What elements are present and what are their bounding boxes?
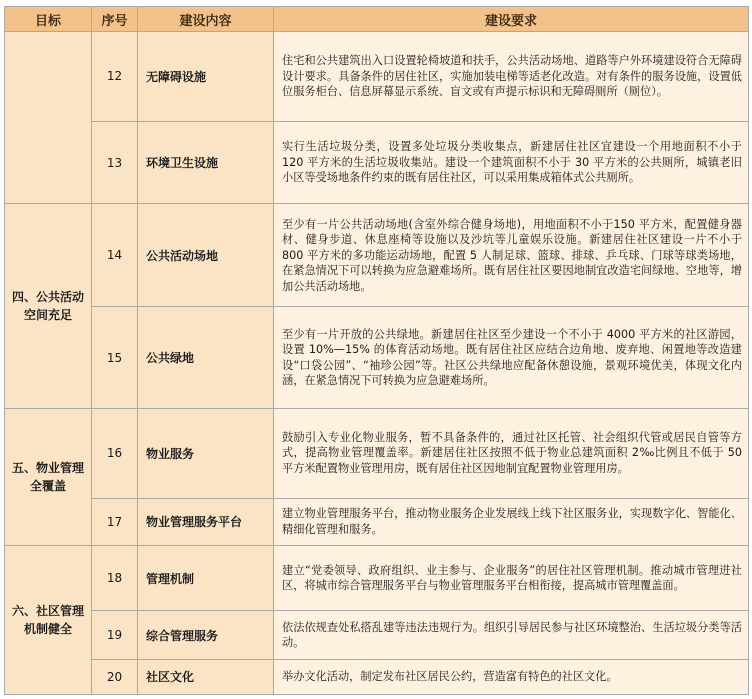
row-content: 公共绿地 (138, 307, 274, 409)
row-number: 18 (92, 545, 138, 610)
table-row (5, 611, 749, 659)
table-row (5, 32, 749, 122)
header-requirement: 建设要求 (274, 7, 749, 32)
row-requirement: 鼓励引入专业化物业服务，暂不具备条件的，通过社区托管、社会组织代管或居民自管等方式，提高物业管理覆盖率。新建居住社区按照不低于物业总建筑面积 2‰比例且不低于 50 平方米配置物业管理用房，既有居住社区因地制宜配置物业管理用房。 (274, 408, 749, 498)
row-number: 19 (92, 611, 138, 659)
row-content: 物业服务 (138, 408, 274, 498)
requirements-table (4, 6, 749, 695)
header-content: 建设内容 (138, 7, 274, 32)
header-number: 序号 (92, 7, 138, 32)
row-number: 17 (92, 498, 138, 545)
table-row (5, 307, 749, 409)
row-requirement: 依法依规查处私搭乱建等违法违规行为。组织引导居民参与社区环境整治、生活垃圾分类等活动。 (274, 611, 749, 659)
goal-cell: 六、社区管理机制健全 (5, 545, 92, 694)
goal-cell: 四、公共活动空间充足 (5, 204, 92, 408)
row-number: 13 (92, 121, 138, 204)
table-row (5, 498, 749, 545)
row-content: 物业管理服务平台 (138, 498, 274, 545)
row-number: 16 (92, 408, 138, 498)
row-number: 15 (92, 307, 138, 409)
row-requirement: 住宅和公共建筑出入口设置轮椅坡道和扶手，公共活动场地、道路等户外环境建设符合无障碍设计要求。具备条件的居住社区，实施加装电梯等适老化改造。对有条件的服务设施，设置低位服务柜台、信息屏幕显示系统、盲文或有声提示标识和无障碍厕所（厕位）。 (274, 32, 749, 122)
row-content: 管理机制 (138, 545, 274, 610)
row-content: 环境卫生设施 (138, 121, 274, 204)
row-requirement: 至少有一片开放的公共绿地。新建居住社区至少建设一个不小于 4000 平方米的社区游园，设置 10%—15% 的体育活动场地。既有居住社区应结合边角地、废弃地、闲置地等改造建设“口袋公园”、“袖珍公园”等。社区公共绿地应配备休憩设施，景观环境优美，体现文化内涵，在紧急情况下可转换为应急避难场所。 (274, 307, 749, 409)
row-number: 14 (92, 204, 138, 307)
row-content: 公共活动场地 (138, 204, 274, 307)
row-content: 无障碍设施 (138, 32, 274, 122)
row-content: 社区文化 (138, 659, 274, 694)
row-requirement: 建立物业管理服务平台，推动物业服务企业发展线上线下社区服务业，实现数字化、智能化、精细化管理和服务。 (274, 498, 749, 545)
table-row (5, 121, 749, 204)
table-header-row (5, 7, 749, 32)
table-row (5, 204, 749, 307)
header-goal: 目标 (5, 7, 92, 32)
row-number: 12 (92, 32, 138, 122)
row-content: 综合管理服务 (138, 611, 274, 659)
table-row (5, 408, 749, 498)
table-row (5, 545, 749, 610)
table-row (5, 659, 749, 694)
goal-cell-empty (5, 32, 92, 204)
row-requirement: 至少有一片公共活动场地(含室外综合健身场地)，用地面积不小于150 平方米，配置健身器材、健身步道、休息座椅等设施以及沙坑等儿童娱乐设施。新建居住社区建设一片不小于 800 平方米的多功能运动场地，配置 5 人制足球、篮球、排球、乒乓球、门球等球类场地，在紧急情况下可以转换为应急避难场所。既有居住社区要因地制宜改造宅间绿地、空地等，增加公共活动场地。 (274, 204, 749, 307)
goal-cell: 五、物业管理全覆盖 (5, 408, 92, 545)
row-requirement: 建立“党委领导、政府组织、业主参与、企业服务”的居住社区管理机制。推动城市管理进社区，将城市综合管理服务平台与物业管理服务平台相衔接，提高城市管理覆盖面。 (274, 545, 749, 610)
row-requirement: 实行生活垃圾分类，设置多处垃圾分类收集点，新建居住社区宜建设一个用地面积不小于 120 平方米的生活垃圾收集站。建设一个建筑面积不小于 30 平方米的公共厕所，城镇老旧小区等受场地条件约束的既有居住社区，可以采用集成箱体式公共厕所。 (274, 121, 749, 204)
row-number: 20 (92, 659, 138, 694)
row-requirement: 举办文化活动，制定发布社区居民公约，营造富有特色的社区文化。 (274, 659, 749, 694)
